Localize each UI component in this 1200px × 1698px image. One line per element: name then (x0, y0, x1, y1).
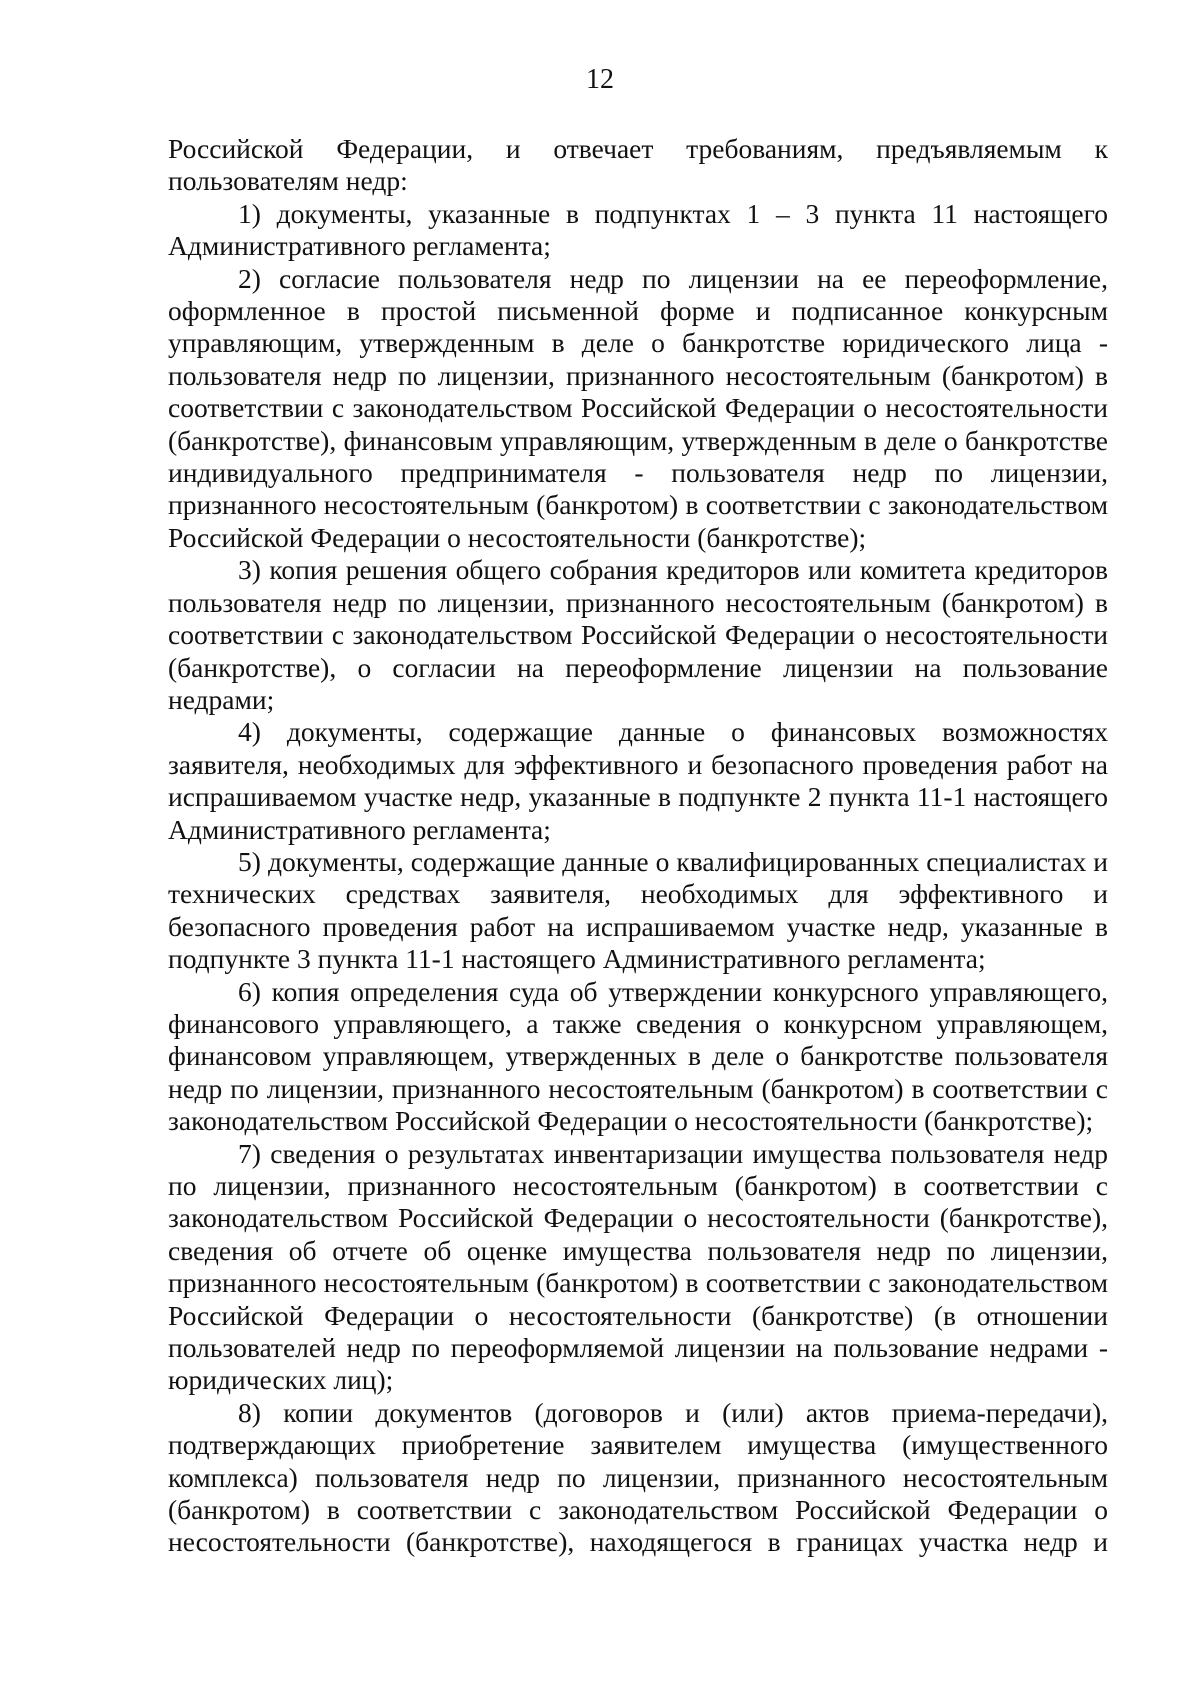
list-item-4: 4) документы, содержащие данные о финансовых возможностях заявителя, необходимых для эффективного и безопасного проведения работ на испрашиваемом участке недр, указанные в подпункте 2 пункта 11-1 настоящего Административного регламента; (168, 716, 1108, 845)
document-body (168, 133, 1108, 1559)
list-item-1: 1) документы, указанные в подпунктах 1 – 3 пункта 11 настоящего Административного регламента; (168, 197, 1108, 262)
list-item-5: 5) документы, содержащие данные о квалифицированных специалистах и технических средствах заявителя, необходимых для эффективного и безопасного проведения работ на испрашиваемом участке недр, указанные в подпункте 3 пункта 11-1 настоящего Административного регламента; (168, 845, 1108, 975)
list-item-6: 6) копия определения суда об утверждении конкурсного управляющего, финансового управляющего, а также сведения о конкурсном управляющем, финансовом управляющем, утвержденных в деле о банкротстве пользователя недр по лицензии, признанного несостоятельным (банкротом) в соответствии с законодательством Российской Федерации о несостоятельности (банкротстве); (168, 975, 1108, 1137)
page-number: 12 (586, 64, 614, 95)
list-item-7: 7) сведения о результатах инвентаризации имущества пользователя недр по лицензии, признанного несостоятельным (банкротом) в соответствии с законодательством Российской Федерации о несостоятельности (банкротстве), сведения об отчете об оценке имущества пользователя недр по лицензии, признанного несостоятельным (банкротом) в соответствии с законодательством Российской Федерации о несостоятельности (банкротстве) (в отношении пользователей недр по переоформляемой лицензии на пользование недрами - юридических лиц); (168, 1137, 1108, 1396)
list-item-8: 8) копии документов (договоров и (или) актов приема-передачи), подтверждающих приобретение заявителем имущества (имущественного комплекса) пользователя недр по лицензии, признанного несостоятельным (банкротом) в соответствии с законодательством Российской Федерации о несостоятельности (банкротстве), находящегося в границах участка недр и (168, 1396, 1108, 1558)
paragraph-continuation: Российской Федерации, и отвечает требованиям, предъявляемым к пользователям недр: (168, 133, 1108, 197)
list-item-2: 2) согласие пользователя недр по лицензии на ее переоформление, оформленное в простой письменной форме и подписанное конкурсным управляющим, утвержденным в деле о банкротстве юридического лица - пользователя недр по лицензии, признанного несостоятельным (банкротом) в соответствии с законодательством Российской Федерации о несостоятельности (банкротстве), финансовым управляющим, утвержденным в деле о банкротстве индивидуального предпринимателя - пользователя недр по лицензии, признанного несостоятельным (банкротом) в соответствии с законодательством Российской Федерации о несостоятельности (банкротстве); (168, 262, 1108, 553)
list-item-3: 3) копия решения общего собрания кредиторов или комитета кредиторов пользователя недр по лицензии, признанного несостоятельным (банкротом) в соответствии с законодательством Российской Федерации о несостоятельности (банкротстве), о согласии на переоформление лицензии на пользование недрами; (168, 554, 1108, 715)
